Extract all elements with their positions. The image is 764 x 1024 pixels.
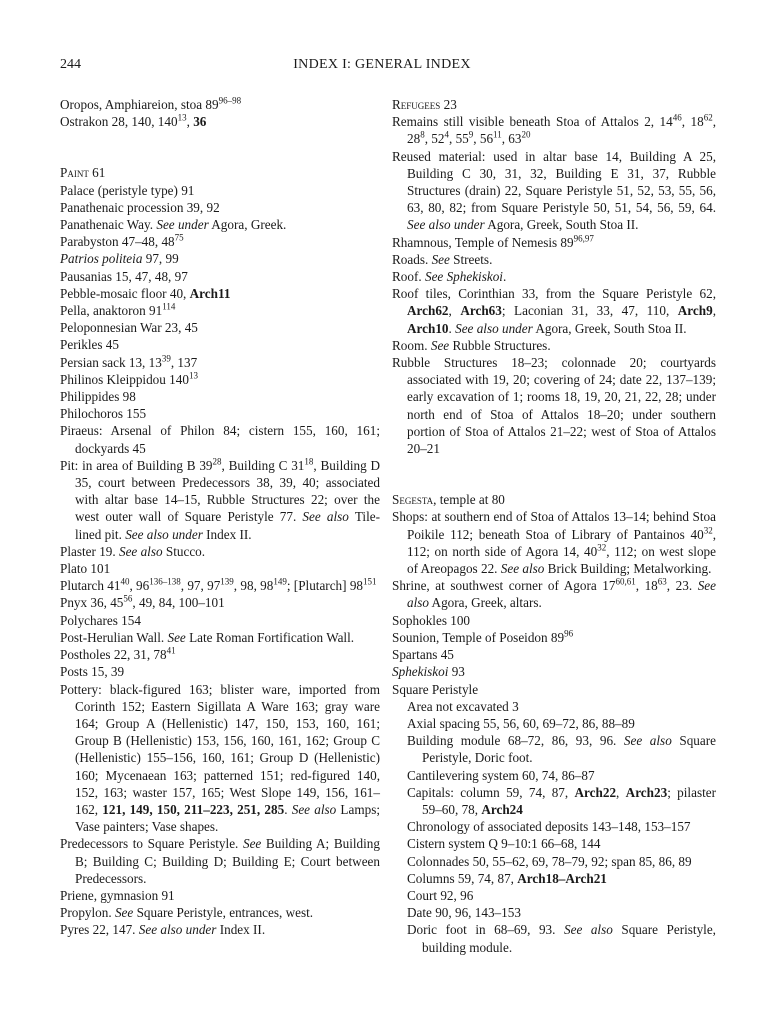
index-entry: Segesta, temple at 80 (392, 492, 505, 508)
index-subentry: Court 92, 96 (407, 887, 474, 903)
index-subentry: Date 90, 96, 143–153 (407, 905, 521, 921)
index-entry: Pnyx 36, $45^{56}$, 49, 84, 100–101 (60, 594, 225, 611)
index-entry: Polychares 154 (60, 612, 141, 628)
index-entry: Philinos Kleippidou $140^{13}$ (60, 370, 198, 387)
index-entry: Postholes 22, 31, $78^{41}$ (60, 645, 176, 663)
index-entry: Rubble Structures 18–23; colonnade 20; courtyards associated with 19, 20; covering of 24; date 22, 137–139; early excavation of 1; rooms 18, 19, 20, 21, 22, 28; under north end of Stoa of Attalos 18–20; under southern portion of Stoa of Attalos 21–22; west of Stoa of Attalos 20–21 (392, 355, 716, 457)
index-entry: Persian sack 13, $13^{39}$, 137 (60, 353, 198, 370)
index-entry: Shops: at southern end of Stoa of Attalos 13–14; behind Stoa Poikile 112; beneath Stoa of Library of Pantainos $40^{32}$, 112; on north side of Agora 14, $40^{32}$, 112; on west slope of Areopagos 22. See also Brick Building; Metalworking. (392, 509, 717, 577)
letter-gap (392, 457, 716, 491)
index-entry: Post-Herulian Wall. See Late Roman Fortification Wall. (60, 629, 355, 645)
index-subentry: Colonnades 50, 55–62, 69, 78–79, 92; span 85, 86, 89 (407, 853, 692, 869)
letter-gap (60, 130, 380, 164)
page-number: 244 (60, 57, 81, 72)
index-subentry: Cantilevering system 60, 74, 86–87 (407, 767, 595, 783)
index-entry: Spartans 45 (392, 647, 454, 663)
index-entry: Sphekiskoi 93 (392, 664, 465, 680)
index-entry: Patrios politeia 97, 99 (60, 251, 179, 267)
index-entry: Peloponnesian War 23, 45 (60, 320, 198, 336)
index-subentry: Area not excavated 3 (407, 698, 519, 714)
index-entry: Piraeus: Arsenal of Philon 84; cistern 155, 160, 161; dockyards 45 (60, 423, 380, 456)
index-entry: Priene, gymnasion 91 (60, 887, 175, 903)
index-entry: Philochoros 155 (60, 406, 147, 422)
index-entry: Reused material: used in altar base 14, Building A 25, Building C 30, 31, 32, Building E 31, 37, Rubble Structures (drain) 22, Square Peristyle 51, 52, 53, 55, 56, 63, 80, 82; from Square Peristyle 50, 51, 54, 56, 59, 64. See also under Agora, Greek, South Stoa II. (392, 148, 716, 233)
index-entry: Panathenaic procession 39, 92 (60, 199, 220, 215)
index-entry: Room. See Rubble Structures. (392, 337, 551, 353)
index-entry: Predecessors to Square Peristyle. See Building A; Building B; Building C; Building D; Building E; Court between Predecessors. (60, 836, 380, 886)
running-title: INDEX I: GENERAL INDEX (293, 57, 471, 72)
index-entry: Rhamnous, Temple of Nemesis 89$^{96,97}$ (392, 233, 594, 250)
index-entry: Refugees 23 (392, 97, 457, 112)
index-subentry: Chronology of associated deposits 143–148, 153–157 (407, 819, 691, 835)
index-entry: Sounion, Temple of Poseidon $89^{96}$ (392, 628, 574, 645)
index-entry: Pella, anaktoron $91^{114}$ (60, 301, 176, 319)
index-entry: Palace (peristyle type) 91 (60, 182, 195, 198)
index-entry: Roof. See Sphekiskoi. (392, 269, 507, 285)
index-subentry: Capitals: column 59, 74, 87, Arch22, Arch23; pilaster 59–60, 78, Arch24 (407, 784, 716, 817)
index-entry: Pyres 22, 147. See also under Index II. (60, 922, 266, 938)
index-entry: Pausanias 15, 47, 48, 97 (60, 268, 188, 284)
index-entry: Shrine, at southwest corner of Agora 17$^{60,61}$, $18^{63}$, 23. See also Agora, Greek, altars. (392, 576, 717, 611)
index-subentry: Doric foot in 68–69, 93. See also Square Peristyle, building module. (407, 922, 716, 955)
index-entry: Roof tiles, Corinthian 33, from the Square Peristyle 62, Arch62, Arch63; Laconian 31, 33, 47, 110, Arch9, Arch10. See also under Agora, Greek, South Stoa II. (392, 286, 716, 336)
page-header (60, 56, 704, 76)
index-entry: Plaster 19. See also Stucco. (60, 543, 206, 559)
index-entry: Pottery: black-figured 163; blister ware, imported from Corinth 152; Eastern Sigillata A Ware 163; gray ware 164; Group A (Hellenistic) 147, 150, 153, 160, 161; Group B (Hellenistic) 153, 156, 160, 161, 162; Group C (Hellenistic) 155–156, 160, 161; Group D (Hellenistic) 160; Mycenaean 163; patterned 151; red-figured 140, 152, 163; waster 157, 165; West Slope 149, 156, 161–162, 121, 149, 150, 211–223, 251, 285. See also Lamps; Vase painters; Vase shapes. (60, 681, 380, 835)
index-entry: Plutarch $41^{40}$, 96$^{136-138}$, 97, $97^{139}$, 98, $98^{149}$; [Plutarch] $98^{151}$ (60, 576, 377, 594)
index-entry: Sophokles 100 (392, 612, 471, 628)
index-entry: Plato 101 (60, 561, 111, 577)
index-subentry: Building module 68–72, 86, 93, 96. See also Square Peristyle, Doric foot. (407, 733, 716, 766)
index-entry: Parabyston 47–48, $48^{75}$ (60, 232, 184, 250)
index-entry: Ostrakon 28, 140, $140^{13}$, 36 (60, 112, 207, 130)
index-entry: Roads. See Streets. (392, 251, 493, 267)
index-subentry: Columns 59, 74, 87, Arch18–Arch21 (407, 870, 607, 886)
index-entry: Remains still visible beneath Stoa of Attalos 2, $14^{46}$, $18^{62}$, $28^8$, $52^4$, $55^9$, $56^{11}$, $63^{20}$ (392, 112, 717, 147)
index-entry: Panathenaic Way. See under Agora, Greek. (60, 217, 287, 233)
index-entry: Posts 15, 39 (60, 664, 125, 680)
index-entry: Square Peristyle (392, 681, 479, 697)
index-column-left (60, 96, 380, 939)
index-entry: Philippides 98 (60, 389, 136, 405)
index-entry: Perikles 45 (60, 337, 119, 353)
index-entry: Pebble-mosaic floor 40, Arch11 (60, 285, 231, 301)
index-entry: Pit: in area of Building B $39^{28}$, Building C $31^{18}$, Building D 35, court between Predecessors 38, 39, 40; associated with altar base 14–15, Rubble Structures 22; over the west outer wall of Square Peristyle 77. See also Tile-lined pit. See also under Index II. (60, 456, 381, 542)
index-column-right (392, 96, 716, 956)
index-entry: Paint 61 (60, 165, 106, 181)
index-subentry: Axial spacing 55, 56, 60, 69–72, 86, 88–89 (407, 715, 635, 731)
index-subentry: Cistern system Q 9–10:1 66–68, 144 (407, 836, 601, 852)
index-entry: Oropos, Amphiareion, stoa 89$^{96-98}$ (60, 95, 242, 112)
index-entry: Propylon. See Square Peristyle, entrances, west. (60, 905, 314, 921)
